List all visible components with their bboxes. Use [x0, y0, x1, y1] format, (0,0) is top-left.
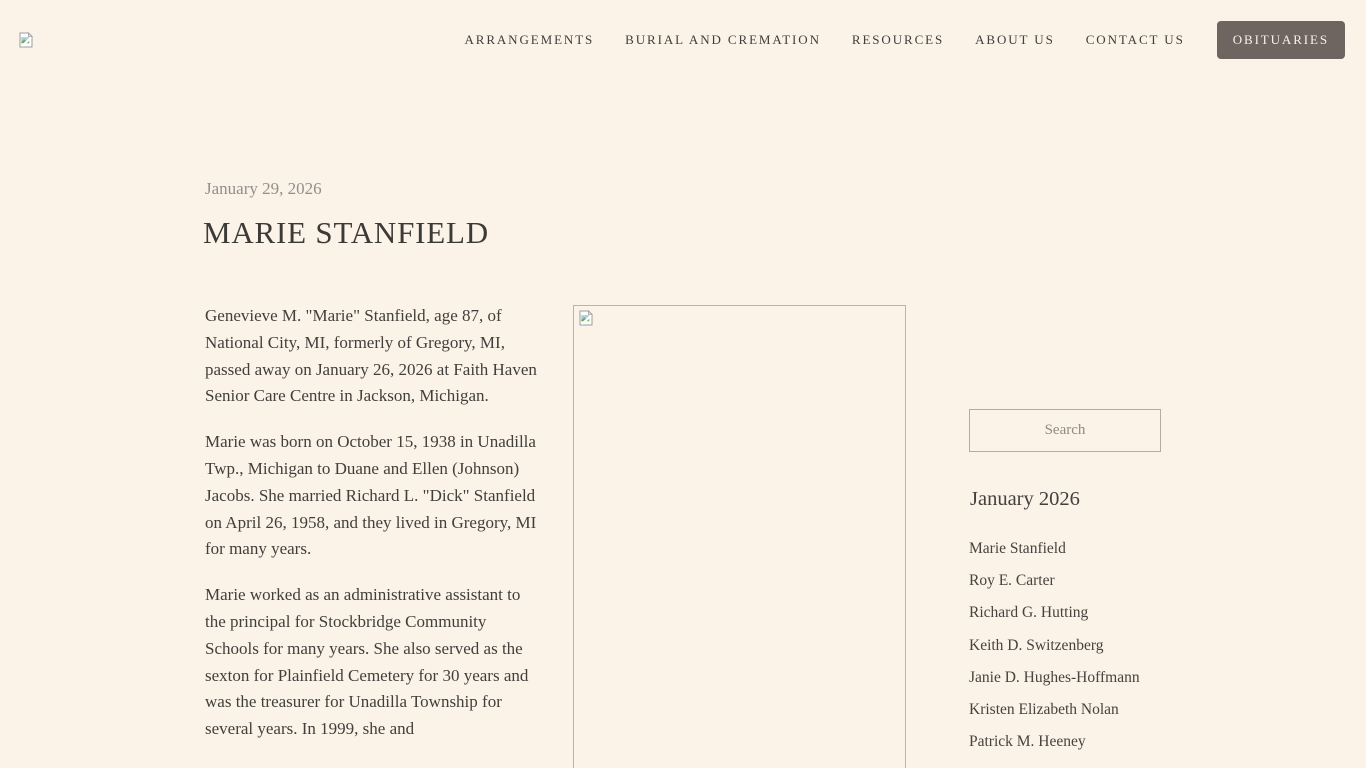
main-nav — [464, 21, 1345, 59]
obituary-link-richard-g-hutting[interactable]: Richard G. Hutting — [969, 604, 1089, 622]
broken-image-icon — [18, 32, 34, 48]
sidebar — [969, 409, 1161, 758]
broken-image-icon — [578, 310, 594, 326]
obituary-link-list — [969, 533, 1161, 758]
post-date: January 29, 2026 — [205, 179, 322, 198]
list-item — [969, 597, 1161, 629]
obituary-link-janie-d-hughes-hoffmann[interactable]: Janie D. Hughes-Hoffmann — [969, 668, 1140, 686]
nav-item-contact-us[interactable]: CONTACT US — [1085, 32, 1185, 47]
nav-item-about-us[interactable]: ABOUT US — [975, 32, 1055, 47]
list-item — [969, 630, 1161, 662]
list-item — [969, 533, 1161, 565]
search-input[interactable] — [969, 409, 1161, 452]
nav-item-resources[interactable]: RESOURCES — [851, 32, 945, 47]
obituary-text — [205, 303, 538, 762]
nav-item-burial-and-cremation[interactable]: BURIAL AND CREMATION — [625, 32, 821, 47]
list-item — [969, 662, 1161, 694]
obituary-paragraph: Marie was born on October 15, 1938 in Unadilla Twp., Michigan to Duane and Ellen (Johnson) Jacobs. She married Richard L. "Dick" Stanfield on April 26, 1958, and they lived in Gregory, MI for many years. — [205, 432, 537, 559]
obituary-link-marie-stanfield[interactable]: Marie Stanfield — [969, 540, 1066, 557]
obituary-link-patrick-m-heeney[interactable]: Patrick M. Heeney — [969, 733, 1086, 751]
site-logo-link[interactable] — [18, 32, 34, 48]
obituary-link-keith-d-switzenberg[interactable]: Keith D. Switzenberg — [969, 636, 1104, 654]
list-item — [969, 726, 1161, 758]
month-heading: January 2026 — [970, 488, 1080, 510]
obituary-link-kristen-elizabeth-nolan[interactable]: Kristen Elizabeth Nolan — [969, 701, 1119, 719]
obituary-paragraph: Genevieve M. "Marie" Stanfield, age 87, of National City, MI, formerly of Gregory, MI, passed away on January 26, 2026 at Faith Haven Senior Care Centre in Jackson, Michigan. — [205, 306, 537, 406]
list-item — [969, 565, 1161, 597]
page-title: MARIE STANFIELD — [203, 215, 489, 250]
obituary-photo-frame — [573, 305, 906, 768]
nav-item-arrangements[interactable]: ARRANGEMENTS — [464, 32, 595, 47]
obituaries-button[interactable]: OBITUARIES — [1217, 21, 1345, 59]
site-header — [0, 0, 1366, 80]
obituary-paragraph: Marie worked as an administrative assistant to the principal for Stockbridge Community Schools for many years. She also served as the sexton for Plainfield Cemetery for 30 years and was the treasurer for Unadilla Township for several years. In 1999, she and — [205, 585, 529, 739]
list-item — [969, 694, 1161, 726]
obituary-link-roy-e-carter[interactable]: Roy E. Carter — [969, 572, 1055, 590]
